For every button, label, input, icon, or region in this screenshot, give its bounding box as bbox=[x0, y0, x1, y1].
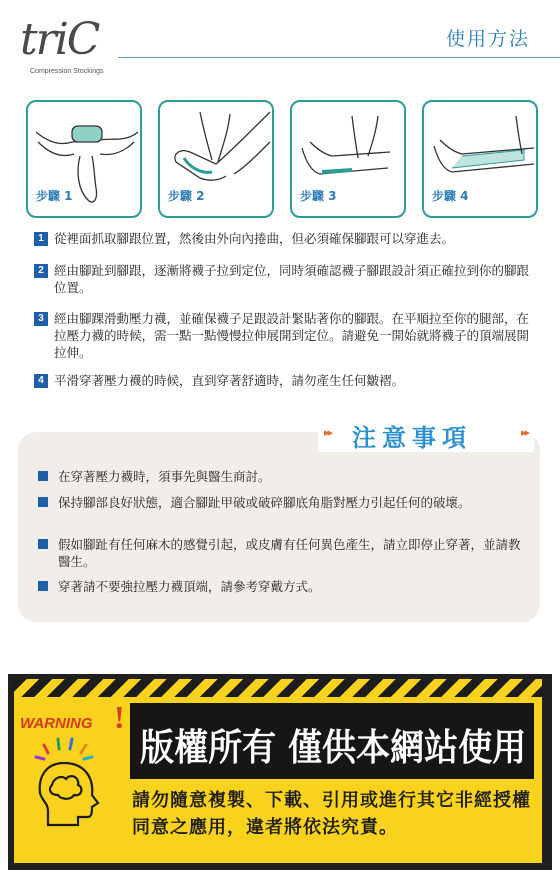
exclamation-icon: ! bbox=[114, 699, 125, 735]
step-label-2: 步驟 2 bbox=[168, 189, 205, 203]
warning-text: 請勿隨意複製、下載、引用或進行其它非經授權同意之應用，違者將依法究責。 bbox=[132, 790, 531, 838]
brand-tagline: Compression Stockings bbox=[30, 68, 104, 75]
note-text: 在穿著壓力襪時，須事先與醫生商討。 bbox=[58, 469, 271, 484]
step-label-3: 步驟 3 bbox=[300, 189, 337, 203]
step-card-1 bbox=[26, 100, 142, 218]
square-bullet-icon bbox=[38, 539, 48, 549]
notes-heading bbox=[318, 416, 534, 452]
brand-wordmark: triC bbox=[20, 14, 99, 65]
step-illustrations bbox=[26, 100, 538, 218]
warning-banner bbox=[14, 679, 542, 863]
instruction-text: 從裡面抓取腳跟位置，然後由外向內捲曲，但必須確保腳跟可以穿進去。 bbox=[54, 231, 455, 246]
square-bullet-icon bbox=[38, 497, 48, 507]
copyright-headline: 版權所有 僅供本網站使用 bbox=[140, 726, 527, 769]
note-text: 保持腳部良好狀態，適合腳趾甲破或破碎腳底角脂對壓力引起任何的破壞。 bbox=[58, 495, 471, 510]
square-bullet-icon bbox=[38, 471, 48, 481]
hazard-stripes bbox=[14, 679, 542, 697]
instruction-text: 經由腳踝滑動壓力襪，並確保襪子足跟設計緊貼著你的腳跟。在平順拉至你的腿部，在拉壓力襪的時候，需一點一點慢慢拉伸展開到定位。請避免一開始就將襪子的頂端展開拉伸。 bbox=[54, 311, 530, 360]
step-number-badge: 3 bbox=[34, 312, 48, 326]
step-label-1: 步驟 1 bbox=[36, 189, 73, 203]
instruction-text: 平滑穿著壓力襪的時候，直到穿著舒適時，請勿產生任何皺褶。 bbox=[54, 373, 405, 388]
header-divider bbox=[118, 57, 560, 58]
step-card-4 bbox=[422, 100, 538, 218]
step-number-badge: 1 bbox=[34, 232, 48, 246]
step-number-badge: 4 bbox=[34, 374, 48, 388]
notes-title: 注意事項 bbox=[352, 424, 472, 452]
arrow-right-icon: ▸▸ bbox=[520, 426, 528, 439]
brand-logo bbox=[20, 12, 130, 82]
copyright-banner bbox=[130, 703, 534, 779]
note-text: 穿著請不要強拉壓力襪頂端，請參考穿戴方式。 bbox=[58, 579, 321, 594]
square-bullet-icon bbox=[38, 581, 48, 591]
arrow-right-icon: ▸▸ bbox=[324, 426, 332, 439]
warning-label: WARNING bbox=[20, 715, 93, 732]
note-text: 假如腳趾有任何麻木的感覺引起，或皮膚有任何異色產生，請立即停止穿著，並請教醫生。 bbox=[58, 537, 521, 569]
step-card-2 bbox=[158, 100, 274, 218]
step-label-4: 步驟 4 bbox=[432, 189, 469, 203]
step-card-3 bbox=[290, 100, 406, 218]
brain-head-icon bbox=[34, 737, 114, 833]
instruction-text: 經由腳趾到腳跟，逐漸將襪子拉到定位，同時須確認襪子腳跟設計須正確拉到你的腳跟位置。 bbox=[54, 263, 530, 295]
page-title: 使用方法 bbox=[445, 28, 530, 50]
step-number-badge: 2 bbox=[34, 264, 48, 278]
